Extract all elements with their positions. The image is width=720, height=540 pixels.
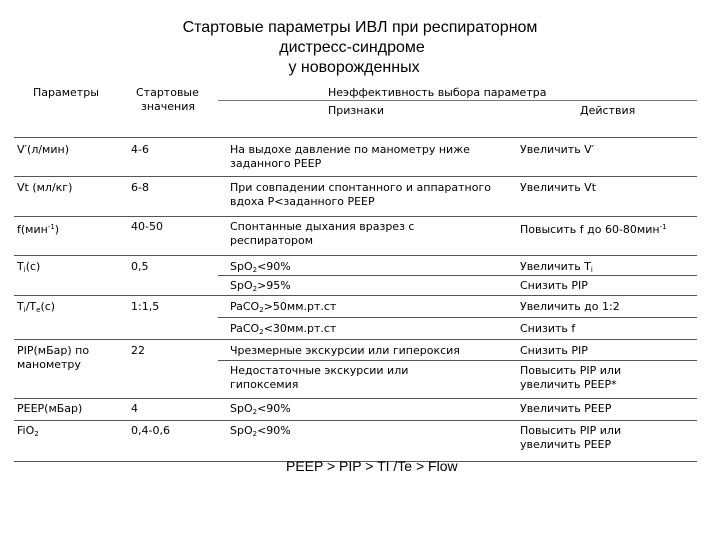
header-params: Параметры [33,86,99,99]
divider [14,216,697,217]
sign-cell: Спонтанные дыхания вразрез с респиратором [230,220,415,247]
start-cell: 4 [131,402,138,415]
divider [218,100,697,101]
action-cell: Увеличить $T_i$ [520,260,593,274]
param-cell: FiO$_2$ [17,424,39,438]
action-cell: Увеличить PEEP [520,402,612,415]
divider [218,317,697,318]
param-cell: V′(л/мин) [17,143,69,156]
action-cell: Повысить PIP или увеличить PEEP* [520,364,622,391]
param-cell: f(мин$^{-1}$) [17,223,60,236]
divider [14,176,697,177]
start-cell: 0,5 [131,260,149,273]
action-cell: Снизить f [520,322,576,335]
action-cell: Повысить f до 60-80мин$^{-1}$ [520,223,667,236]
sign-cell: SpO$_2$<90% [230,260,291,274]
sign-cell: Чрезмерные экскурсии или гипероксия [230,344,460,357]
header-signs: Признаки [328,104,384,117]
sign-cell: SpO$_2$<90% [230,402,291,416]
param-cell: PEEP(мБар) [17,402,83,415]
page-title: Стартовые параметры ИВЛ при респираторном дистресс-синдроме у новорожденных [182,19,538,76]
param-cell: $T_i/T_e(c)$ [17,300,56,314]
divider [14,295,697,296]
sign-cell: SpO$_2$>95% [230,279,291,293]
sign-cell: На выдохе давление по манометру ниже заданного PEEP [230,143,470,170]
sign-cell: PaCO$_2$>50мм.рт.ст [230,300,337,314]
start-cell: 0,4-0,6 [131,424,170,437]
header-actions: Действия [580,104,636,117]
start-cell: 40-50 [131,220,163,233]
divider [14,255,697,256]
action-cell: Увеличить Vt [520,181,597,194]
divider [14,398,697,399]
start-cell: 1:1,5 [131,300,160,313]
divider [218,360,697,361]
sign-cell: Недостаточные экскурсии или гипоксемия [230,364,409,391]
sign-cell: При совпадении спонтанного и аппаратного вдоха P<заданного PEEP [230,181,491,208]
sign-cell: SpO$_2$<90% [230,424,291,438]
action-cell: Снизить PIP [520,344,588,357]
sign-cell: PaCO$_2$<30мм.рт.ст [230,322,337,336]
start-cell: 6-8 [131,181,149,194]
divider [14,420,697,421]
divider [14,137,697,138]
param-cell: $T_i(c)$ [17,260,41,274]
header-start-line2: значения [141,100,196,113]
action-cell: Увеличить до 1:2 [520,300,620,313]
param-cell: PIP(мБар) по манометру [17,344,90,371]
divider [14,339,697,340]
priority-formula: PEEP > PIP > TI /Te > Flow [286,458,458,474]
action-cell: Увеличить V′ [520,143,595,156]
header-ineffective: Неэффективность выбора параметра [328,86,547,99]
action-cell: Повысить PIP или увеличить PEEP [520,424,622,451]
action-cell: Снизить PIP [520,279,588,292]
header-start-line1: Стартовые [136,86,199,99]
start-cell: 4-6 [131,143,149,156]
param-cell: Vt (мл/кг) [17,181,73,194]
start-cell: 22 [131,344,145,357]
